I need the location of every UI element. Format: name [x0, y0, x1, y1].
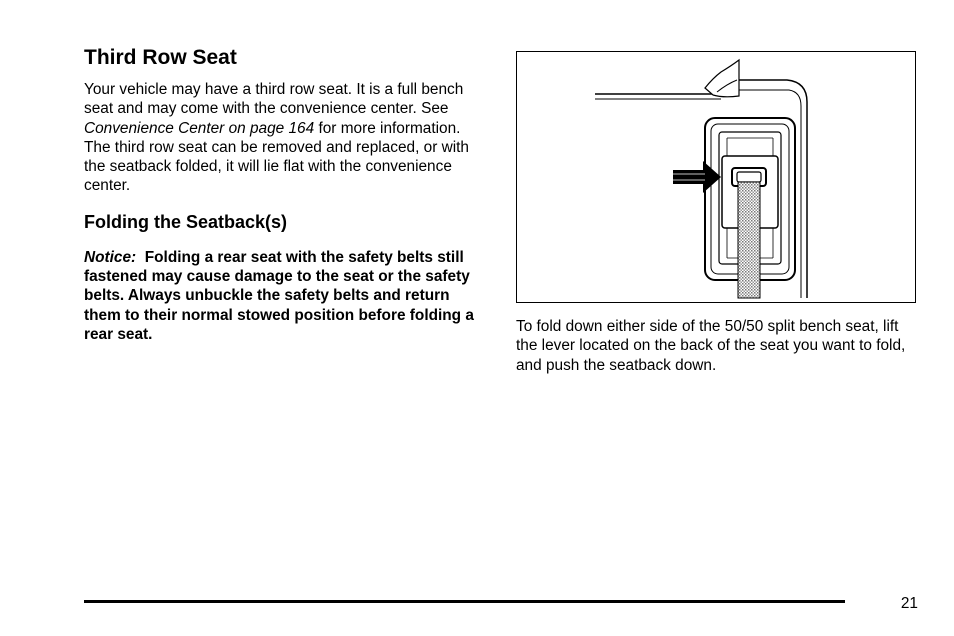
- page-number: 21: [900, 595, 918, 612]
- section-title: Third Row Seat: [84, 46, 237, 69]
- notice-text: Folding a rear seat with the safety belts still fastened may cause damage to the seat or the safety belts. Always unbuckle the safety belts and return them to their normal stowed position before folding a rear seat.: [84, 248, 474, 343]
- seat-lever-drawing: [517, 52, 916, 303]
- notice-label: Notice:: [84, 248, 137, 266]
- subsection-title: Folding the Seatback(s): [84, 211, 288, 232]
- intro-suffix: for more information. The third row seat can be removed and replaced, or with the seatback folded, it will lie flat with the convenience center.: [84, 119, 469, 195]
- footer-rule: [84, 600, 845, 603]
- figure-caption: To fold down either side of the 50/50 split bench seat, lift the lever located on the back of the seat you want to fold, and push the seatback down.: [516, 318, 906, 374]
- left-column: [84, 44, 490, 344]
- intro-prefix: Your vehicle may have a third row seat. It is a full bench seat and may come with the convenience center. See: [84, 81, 464, 118]
- right-column: [516, 51, 918, 375]
- notice-paragraph: [84, 248, 490, 344]
- cross-reference-link[interactable]: Convenience Center on page 164: [84, 119, 315, 137]
- intro-paragraph: [84, 80, 490, 196]
- seat-lever-illustration: [516, 51, 916, 303]
